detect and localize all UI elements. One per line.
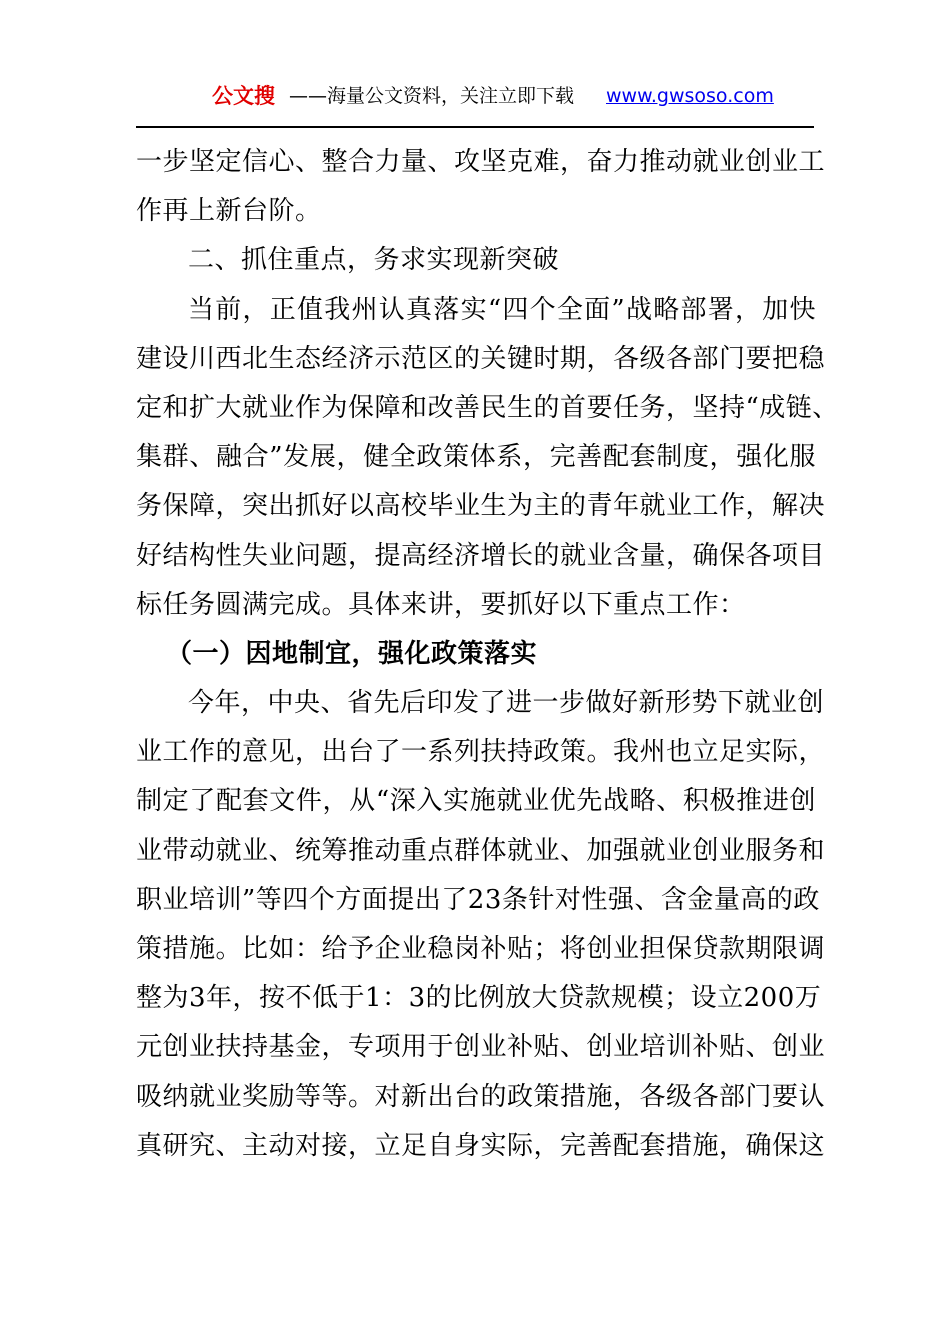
body-line: 集群、融合”发展，健全政策体系，完善配套制度，强化服 bbox=[136, 442, 816, 473]
subsection-heading: （一）因地制宜，强化政策落实 bbox=[166, 638, 538, 669]
page-header bbox=[136, 80, 814, 112]
body-line: 业带动就业、统筹推动重点群体就业、加强就业创业服务和 bbox=[136, 835, 826, 866]
body-line: 职业培训”等四个方面提出了23条针对性强、含金量高的政 bbox=[136, 884, 820, 915]
body-line: 建设川西北生态经济示范区的关键时期，各级各部门要把稳 bbox=[136, 343, 826, 374]
body-line: 策措施。比如：给予企业稳岗补贴；将创业担保贷款期限调 bbox=[136, 934, 826, 964]
body-line: 真研究、主动对接，立足自身实际，完善配套措施，确保这 bbox=[136, 1130, 826, 1161]
body-line: 元创业扶持基金，专项用于创业补贴、创业培训补贴、创业 bbox=[136, 1032, 826, 1063]
body-line: 定和扩大就业作为保障和改善民生的首要任务，坚持“成链、 bbox=[136, 392, 839, 423]
document-body bbox=[136, 138, 839, 1171]
paragraph-first-line: 当前，正值我州认真落实“四个全面”战略部署，加快 bbox=[188, 294, 816, 325]
brand-logo-text: 公文搜 bbox=[212, 84, 275, 108]
body-line: 好结构性失业问题，提高经济增长的就业含量，确保各项目 bbox=[136, 540, 826, 571]
body-line: 业工作的意见，出台了一系列扶持政策。我州也立足实际， bbox=[136, 737, 826, 768]
section-heading: 二、抓住重点，务求实现新突破 bbox=[188, 245, 560, 276]
header-divider bbox=[136, 126, 814, 128]
paragraph-first-line: 今年，中央、省先后印发了进一步做好新形势下就业创 bbox=[188, 688, 825, 719]
body-line: 整为3年，按不低于1：3的比例放大贷款规模；设立200万 bbox=[136, 983, 822, 1014]
body-line: 制定了配套文件，从“深入实施就业优先战略、积极推进创 bbox=[136, 786, 816, 817]
body-line: 吸纳就业奖励等等。对新出台的政策措施，各级各部门要认 bbox=[136, 1081, 826, 1112]
body-line: 标任务圆满完成。具体来讲，要抓好以下重点工作： bbox=[136, 589, 746, 620]
header-slogan: ——海量公文资料，关注立即下载 bbox=[289, 85, 575, 107]
body-line: 务保障，突出抓好以高校毕业生为主的青年就业工作，解决 bbox=[136, 491, 826, 522]
website-link[interactable]: www.gwsoso.com bbox=[606, 85, 774, 107]
body-line: 一步坚定信心、整合力量、攻坚克难，奋力推动就业创业工 bbox=[136, 147, 826, 177]
body-line: 作再上新台阶。 bbox=[136, 196, 322, 227]
